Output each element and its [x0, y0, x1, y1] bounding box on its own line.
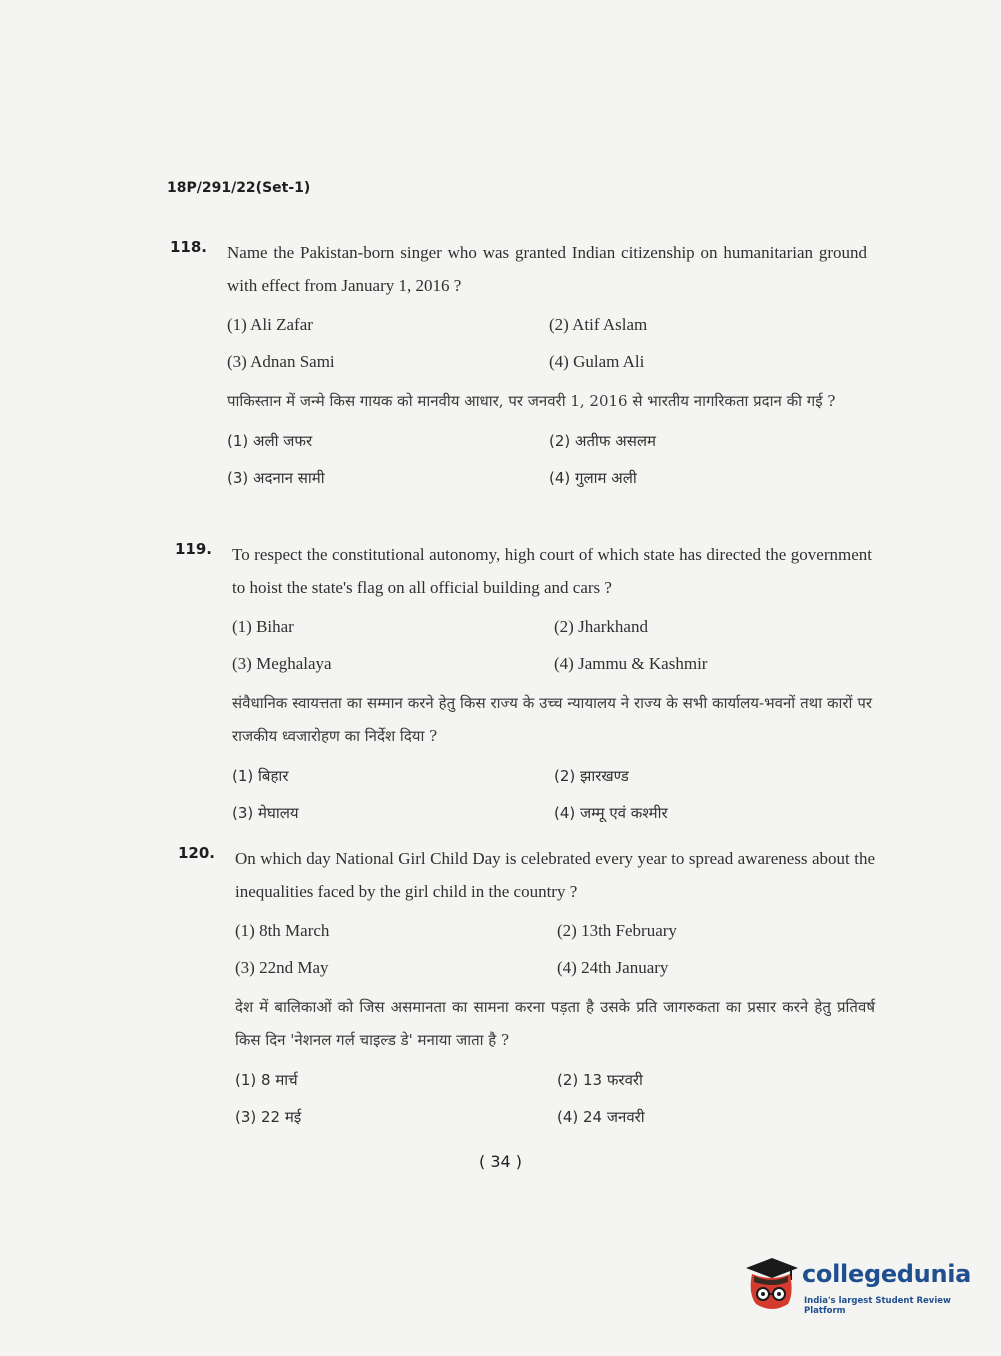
options-hindi [232, 759, 872, 830]
option-4-hindi: (4) गुलाम अली [549, 469, 637, 487]
option-2: (2) 13th February [557, 921, 677, 940]
question-120 [178, 842, 875, 1140]
option-2-hindi: (2) अतीफ असलम [549, 432, 656, 450]
paper-code: 18P/291/22(Set-1) [167, 180, 311, 196]
option-1-hindi: (1) बिहार [232, 767, 289, 785]
question-text-english: To respect the constitutional autonomy, high court of which state has directed the government to hoist the state's flag on all official building and cars ? [232, 545, 872, 597]
collegedunia-logo [742, 1250, 972, 1320]
question-text-english: Name the Pakistan-born singer who was granted Indian citizenship on humanitarian ground with effect from January 1, 2016 ? [227, 243, 867, 295]
option-1-hindi: (1) 8 मार्च [235, 1071, 298, 1089]
option-2-hindi: (2) झारखण्ड [554, 767, 629, 785]
option-3-hindi: (3) अदनान सामी [227, 469, 325, 487]
question-118 [170, 236, 867, 501]
page-number: ( 34 ) [478, 1152, 522, 1171]
options-hindi [235, 1063, 875, 1134]
question-text-hindi: पाकिस्तान में जन्मे किस गायक को मानवीय आधार, पर जनवरी 1, 2016 से भारतीय नागरिकता प्रदान की गई ? [227, 392, 836, 410]
option-4-hindi: (4) 24 जनवरी [557, 1108, 645, 1126]
option-1: (1) 8th March [235, 921, 330, 940]
option-4: (4) 24th January [557, 958, 669, 977]
option-1: (1) Ali Zafar [227, 315, 313, 334]
question-text-hindi: संवैधानिक स्वायत्तता का सम्मान करने हेतु किस राज्य के उच्च न्यायालय ने राज्य के सभी कार्यालय-भवनों तथा कारों पर राजकीय ध्वजारोहण का निर्देश दिया ? [232, 694, 872, 745]
question-number: 119. [175, 540, 213, 558]
option-3-hindi: (3) 22 मई [235, 1108, 302, 1126]
option-3: (3) Meghalaya [232, 654, 332, 673]
mascot-icon [742, 1254, 800, 1312]
option-3: (3) 22nd May [235, 958, 329, 977]
option-2-hindi: (2) 13 फरवरी [557, 1071, 643, 1089]
option-1-hindi: (1) अली जफर [227, 432, 313, 450]
option-2: (2) Jharkhand [554, 617, 648, 636]
question-number: 118. [170, 238, 208, 256]
option-3-hindi: (3) मेघालय [232, 804, 299, 822]
option-4-hindi: (4) जम्मू एवं कश्मीर [554, 804, 668, 822]
option-2: (2) Atif Aslam [549, 315, 648, 334]
question-number: 120. [178, 844, 216, 862]
options-english [232, 610, 872, 681]
option-4: (4) Jammu & Kashmir [554, 654, 708, 673]
option-1: (1) Bihar [232, 617, 294, 636]
logo-tagline: India's largest Student Review Platform [804, 1296, 951, 1316]
option-4: (4) Gulam Ali [549, 352, 645, 371]
options-english [235, 914, 875, 985]
logo-name: collegedunia [802, 1260, 972, 1288]
question-text-english: On which day National Girl Child Day is celebrated every year to spread awareness about the inequalities faced by the girl child in the country ? [235, 849, 875, 901]
options-hindi [227, 424, 867, 495]
question-119 [175, 538, 872, 836]
question-text-hindi: देश में बालिकाओं को जिस असमानता का सामना करना पड़ता है उसके प्रति जागरुकता का प्रसार करने हेतु प्रतिवर्ष किस दिन 'नेशनल गर्ल चाइल्ड डे' मनाया जाता है ? [235, 998, 875, 1049]
options-english [227, 308, 867, 379]
option-3: (3) Adnan Sami [227, 352, 335, 371]
